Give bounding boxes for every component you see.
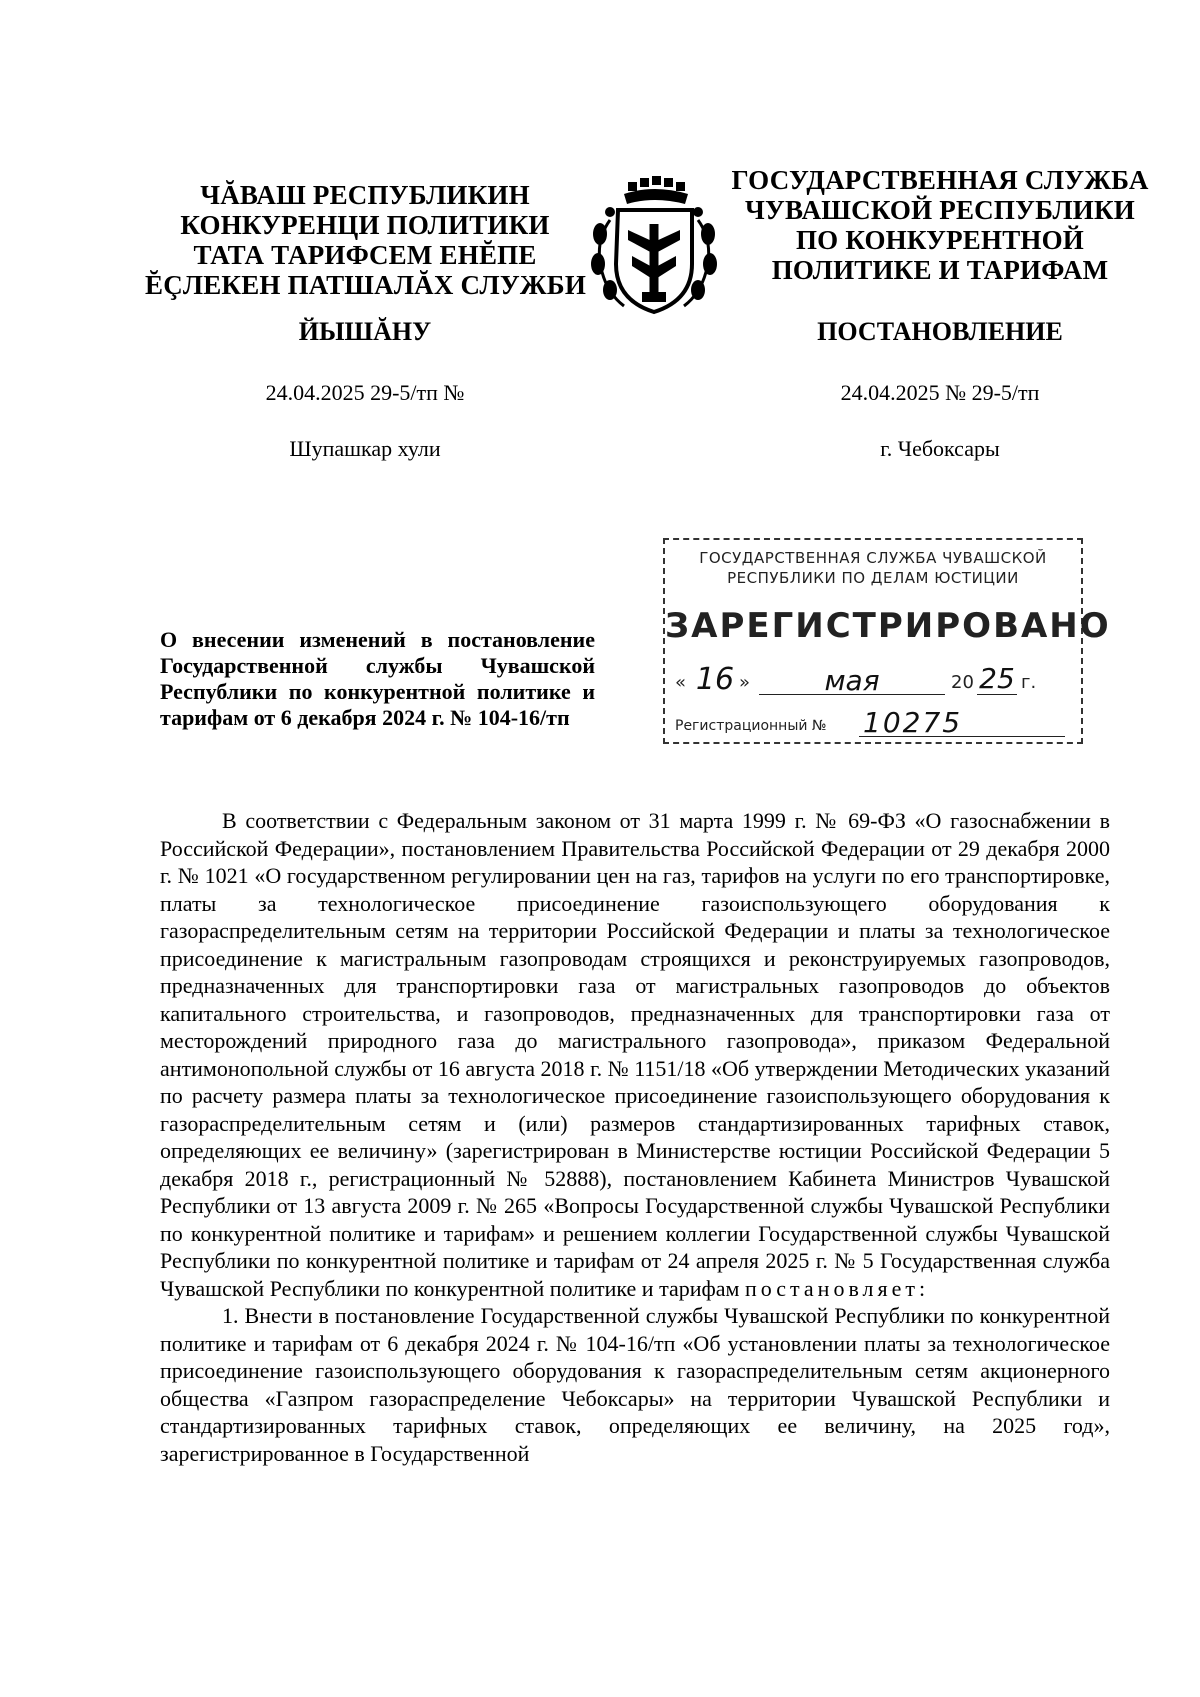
header-left-line-4: ĔÇЛЕКЕН ПАТШАЛĂХ СЛУЖБИ (145, 270, 587, 300)
header-left-line-1: ЧĂВАШ РЕСПУБЛИКИН (200, 180, 530, 210)
stamp-year-suffix: 25 (979, 662, 1015, 695)
document-body (160, 807, 1110, 1467)
stamp-quote-close: » (739, 672, 751, 693)
header-left-line-3: ТАТА ТАРИФСЕМ ЕНĔПЕ (193, 240, 537, 270)
stamp-date (675, 662, 1075, 696)
header-right-line-1: ГОСУДАРСТВЕННАЯ СЛУЖБА (731, 165, 1149, 195)
body-paragraph-1 (160, 807, 1110, 1302)
doc-type-chuvash: ЙЫШĂНУ (298, 317, 432, 346)
stamp-day: 16 (695, 662, 735, 697)
doc-date-russian: 24.04.2025 № 29-5/тп (840, 380, 1040, 405)
stamp-org-line-2: РЕСПУБЛИКИ ПО ДЕЛАМ ЮСТИЦИИ (727, 569, 1019, 587)
stamp-reg-underline (859, 736, 1065, 737)
coat-of-arms-icon (588, 172, 720, 322)
header-right-line-2: ЧУВАШСКОЙ РЕСПУБЛИКИ (745, 195, 1135, 225)
stamp-month: мая (824, 664, 880, 697)
registration-stamp (663, 538, 1111, 744)
stamp-org-line-1: ГОСУДАРСТВЕННАЯ СЛУЖБА ЧУВАШСКОЙ (699, 549, 1047, 567)
header-right-line-3: ПО КОНКУРЕНТНОЙ (795, 225, 1085, 255)
city-chuvash: Шупашкар хули (289, 436, 441, 461)
body-paragraph-1-decree-word: постановляет: (744, 1275, 930, 1301)
header-right-line-4: ПОЛИТИКЕ И ТАРИФАМ (771, 255, 1109, 285)
document-subject: О внесении изменений в постановление Государственной службы Чувашской Республики по конкурентной политике и тарифам от 6 декабря 2024 г. № 104-16/тп (160, 627, 595, 730)
body-paragraph-2: 1. Внести в постановление Государственной службы Чувашской Республики по конкурентной политике и тарифам от 6 декабря 2024 г. № 104-16/тп «Об установлении платы за технологическое присоединение газоиспользующего оборудования к газораспределительным сетям акционерного общества «Газпром газораспределение Чебоксары» на территории Чувашской Республики и стандартизированных тарифных ставок, определяющих ее величину, на 2025 год», зарегистрированное в Государственной (160, 1303, 1110, 1466)
body-paragraph-1-text: В соответствии с Федеральным законом от 31 марта 1999 г. № 69-ФЗ «О газоснабжении в Российской Федерации», постановлением Правительства Российской Федерации от 29 декабря 2000 г. № 1021 «О государственном регулировании цен на газ, тарифов на услуги по его транспортировке, платы за технологическое присоединение газоиспользующего оборудования к газораспределительным сетям на территории Российской Федерации и платы за технологическое присоединение к магистральным газопроводам строящихся и реконструируемых газопроводов, предназначенных для транспортировки газа от магистральных газопроводов до объектов капитального строительства, и газопроводов, предназначенных для транспортировки газа от месторождений природного газа до магистрального газопровода», приказом Федеральной антимонопольной службы от 16 августа 2018 г. № 1151/18 «Об утверждении Методических указаний по расчету размера платы за технологическое присоединение газоиспользующего оборудования к газораспределительным сетям и (или) размеров стандартизированных тарифных ставок, определяющих ее величину» (зарегистрирован в Министерстве юстиции Российской Федерации 5 декабря 2018 г., регистрационный № 52888), постановлением Кабинета Министров Чувашской Республики от 13 августа 2009 г. № 265 «Вопросы Государственной службы Чувашской Республики по конкурентной политике и тарифам» и решением коллегии Государственной службы Чувашской Республики по конкурентной политике и тарифам от 24 апреля 2025 г. № 5 Государственная служба Чувашской Республики по конкурентной политике и тарифам (160, 808, 1110, 1301)
stamp-registration (675, 706, 1075, 738)
stamp-quote-open: « (675, 672, 687, 693)
stamp-year-unit: г. (1021, 672, 1037, 693)
stamp-reg-number: 10275 (863, 706, 963, 739)
city-russian: г. Чебоксары (880, 436, 1000, 461)
doc-type-russian: ПОСТАНОВЛЕНИЕ (817, 317, 1063, 346)
header-left-line-2: КОНКУРЕНЦИ ПОЛИТИКИ (180, 210, 550, 240)
stamp-title: ЗАРЕГИСТРИРОВАНО (665, 606, 1111, 646)
header-chuvash-org (145, 180, 585, 300)
stamp-org (665, 548, 1081, 588)
doc-date-chuvash: 24.04.2025 29-5/тп № (265, 380, 465, 405)
stamp-year-underline (977, 694, 1017, 695)
stamp-year-prefix: 20 (951, 672, 974, 693)
header-russian-org (730, 165, 1150, 285)
stamp-month-underline (759, 694, 945, 695)
stamp-reg-label: Регистрационный № (675, 718, 827, 734)
